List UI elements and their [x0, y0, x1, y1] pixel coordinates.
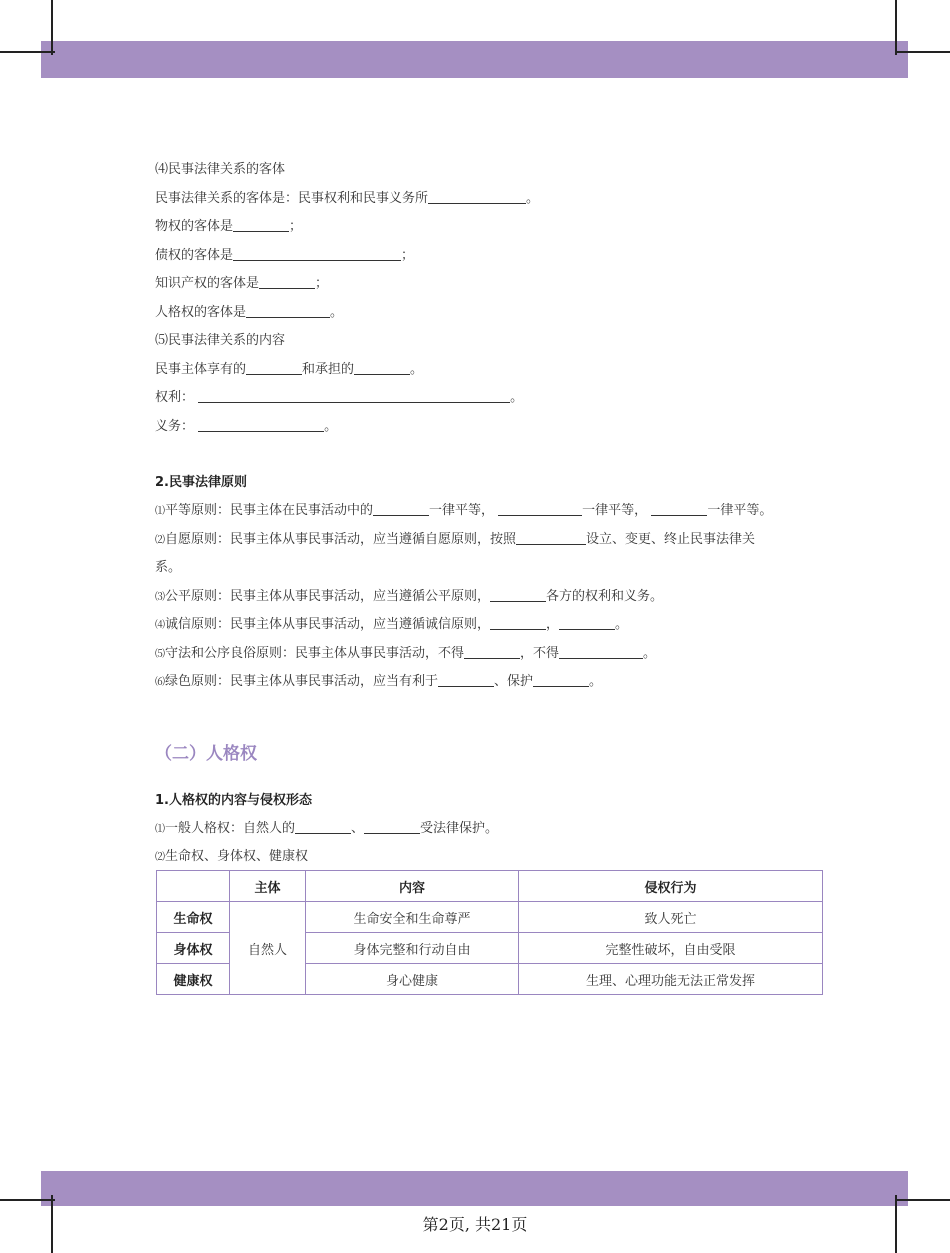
fill-blank[interactable] [233, 217, 289, 232]
voluntary-principle: ⑵自愿原则：民事主体从事民事活动，应当遵循自愿原则，按照 设立、变更、终止民事法律关 [155, 532, 756, 547]
object-heading: ⑷民事法律关系的客体 [155, 162, 286, 177]
table-header-cell [157, 871, 230, 902]
object-definition: 民事法律关系的客体是：民事权利和民事义务所 。 [155, 191, 540, 206]
fill-blank[interactable] [246, 360, 302, 375]
law-principle: ⑸守法和公序良俗原则：民事主体从事民事活动，不得 ，不得 。 [155, 646, 657, 661]
personality-rights-heading: 1.人格权的内容与侵权形态 [155, 793, 312, 808]
table-header-cell: 侵权行为 [519, 871, 823, 902]
green-principle: ⑹绿色原则：民事主体从事民事活动，应当有利于 、保护 。 [155, 674, 603, 689]
fill-blank[interactable] [651, 501, 707, 516]
rights-line: 权利： 。 [155, 390, 524, 405]
content-definition: 民事主体享有的 和承担的 。 [155, 362, 424, 377]
fill-blank[interactable] [364, 819, 420, 834]
table-header-cell: 内容 [306, 871, 519, 902]
violation: 完整性破坏，自由受限 [519, 933, 823, 964]
content-heading: ⑸民事法律关系的内容 [155, 333, 286, 348]
fill-blank[interactable] [295, 819, 351, 834]
creditor-object: 债权的客体是 ； [155, 248, 415, 263]
fill-blank[interactable] [246, 303, 330, 318]
fill-blank[interactable] [198, 417, 324, 432]
fill-blank[interactable] [464, 644, 520, 659]
fill-blank[interactable] [259, 274, 315, 289]
crop-mark [51, 0, 53, 55]
general-personality: ⑴一般人格权：自然人的 、 受法律保护。 [155, 821, 499, 836]
page-number: 第2页, 共21页 [422, 1215, 528, 1234]
violation: 致人死亡 [519, 902, 823, 933]
fill-blank[interactable] [516, 530, 586, 545]
crop-mark [895, 0, 897, 55]
fill-blank[interactable] [490, 587, 546, 602]
violation: 生理、心理功能无法正常发挥 [519, 964, 823, 995]
fill-blank[interactable] [428, 189, 526, 204]
crop-mark [895, 1199, 950, 1201]
property-object: 物权的客体是 ； [155, 219, 303, 234]
subject-cell: 自然人 [230, 902, 306, 995]
section-title: （二）人格权 [155, 744, 257, 764]
crop-mark [895, 51, 950, 53]
personality-object: 人格权的客体是 。 [155, 305, 344, 320]
fill-blank[interactable] [498, 501, 582, 516]
fill-blank[interactable] [373, 501, 429, 516]
fill-blank[interactable] [354, 360, 410, 375]
honesty-principle: ⑷诚信原则：民事主体从事民事活动，应当遵循诚信原则， ， 。 [155, 617, 629, 632]
right-name: 身体权 [157, 933, 230, 964]
ip-object: 知识产权的客体是 ； [155, 276, 329, 291]
right-content: 身心健康 [306, 964, 519, 995]
table-row [157, 902, 823, 933]
fairness-principle: ⑶公平原则：民事主体从事民事活动，应当遵循公平原则， 各方的权利和义务。 [155, 589, 664, 604]
right-content: 生命安全和生命尊严 [306, 902, 519, 933]
principles-heading: 2.民事法律原则 [155, 475, 247, 490]
fill-blank[interactable] [559, 615, 615, 630]
equality-principle: ⑴平等原则：民事主体在民事活动中的 一律平等， 一律平等， 一律平等。 [155, 503, 773, 518]
fill-blank[interactable] [233, 246, 401, 261]
fill-blank[interactable] [533, 672, 589, 687]
right-name: 健康权 [157, 964, 230, 995]
rights-table [156, 870, 823, 995]
fill-blank[interactable] [438, 672, 494, 687]
rights-list: ⑵生命权、身体权、健康权 [155, 849, 309, 864]
right-name: 生命权 [157, 902, 230, 933]
header-band [41, 41, 908, 78]
duties-line: 义务： 。 [155, 419, 338, 434]
right-content: 身体完整和行动自由 [306, 933, 519, 964]
fill-blank[interactable] [198, 388, 510, 403]
crop-mark [0, 51, 55, 53]
table-header-row [157, 871, 823, 902]
table-header-cell: 主体 [230, 871, 306, 902]
footer-band [41, 1171, 908, 1206]
crop-mark [0, 1199, 55, 1201]
fill-blank[interactable] [559, 644, 643, 659]
fill-blank[interactable] [490, 615, 546, 630]
voluntary-wrap: 系。 [155, 560, 182, 575]
